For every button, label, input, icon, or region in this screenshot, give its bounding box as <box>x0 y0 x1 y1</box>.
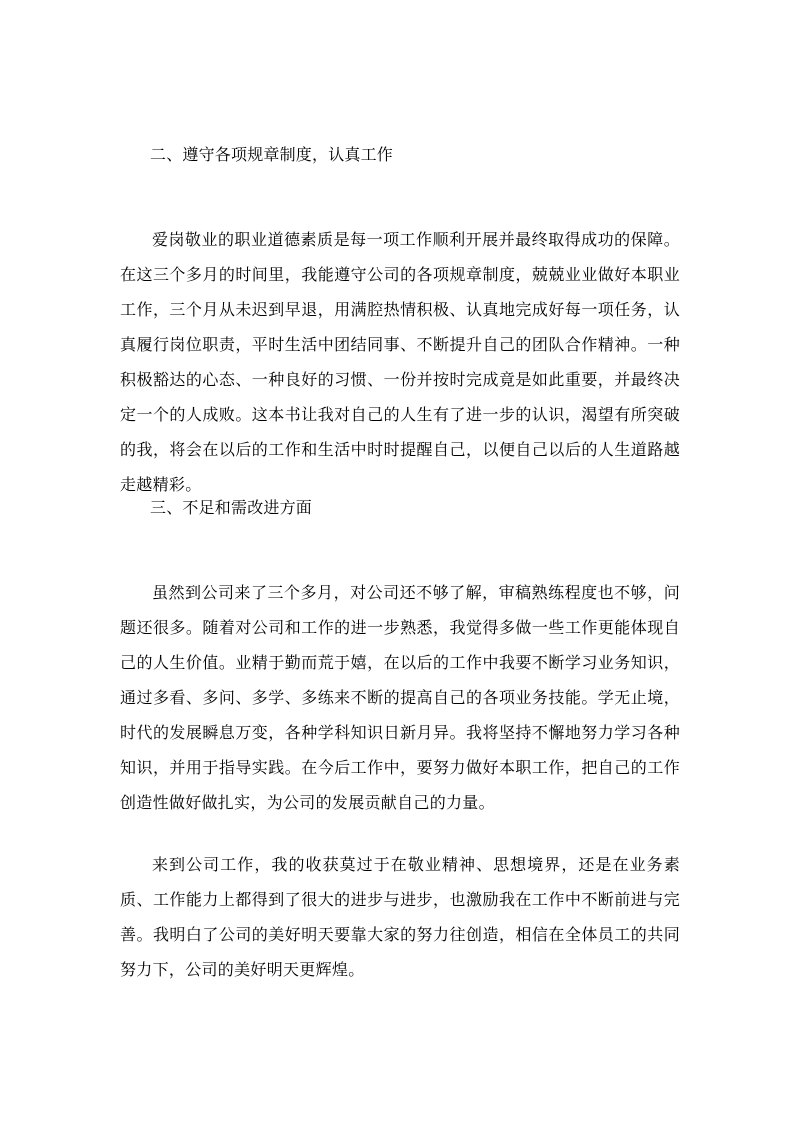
paragraph-compliance: 爱岗敬业的职业道德素质是每一项工作顺利开展并最终取得成功的保障。在这三个多月的时间里，我能遵守公司的各项规章制度，兢兢业业做好本职业工作，三个月从未迟到早退，用满腔热情积极、认真地完成好每一项任务，认真履行岗位职责，平时生活中团结同事、不断提升自己的团队合作精神。一种积极豁达的心态、一种良好的习惯、一份并按时完成竟是如此重要，并最终决定一个的人成败。这本书让我对自己的人生有了进一步的认识，渴望有所突破的我，将会在以后的工作和生活中时时提醒自己，以便自己以后的人生道路越走越精彩。 <box>120 230 680 494</box>
section-heading-compliance: 二、遵守各项规章制度，认真工作 <box>150 145 394 164</box>
paragraph-closing: 来到公司工作，我的收获莫过于在敬业精神、思想境界，还是在业务素质、工作能力上都得到了很大的进步与进步，也激励我在工作中不断前进与完善。我明白了公司的美好明天要靠大家的努力往创造，相信在全体员工的共同努力下，公司的美好明天更辉煌。 <box>120 855 680 979</box>
section-heading-improvement: 三、不足和需改进方面 <box>150 498 313 517</box>
paragraph-improvement: 虽然到公司来了三个多月，对公司还不够了解，审稿熟练程度也不够，问题还很多。随着对公司和工作的进一步熟悉，我觉得多做一些工作更能体现自己的人生价值。业精于勤而荒于嬉，在以后的工作中我要不断学习业务知识，通过多看、多问、多学、多练来不断的提高自己的各项业务技能。学无止境，时代的发展瞬息万变，各种学科知识日新月异。我将坚持不懈地努力学习各种知识，并用于指导实践。在今后工作中，要努力做好本职工作，把自己的工作创造性做好做扎实，为公司的发展贡献自己的力量。 <box>120 583 680 812</box>
